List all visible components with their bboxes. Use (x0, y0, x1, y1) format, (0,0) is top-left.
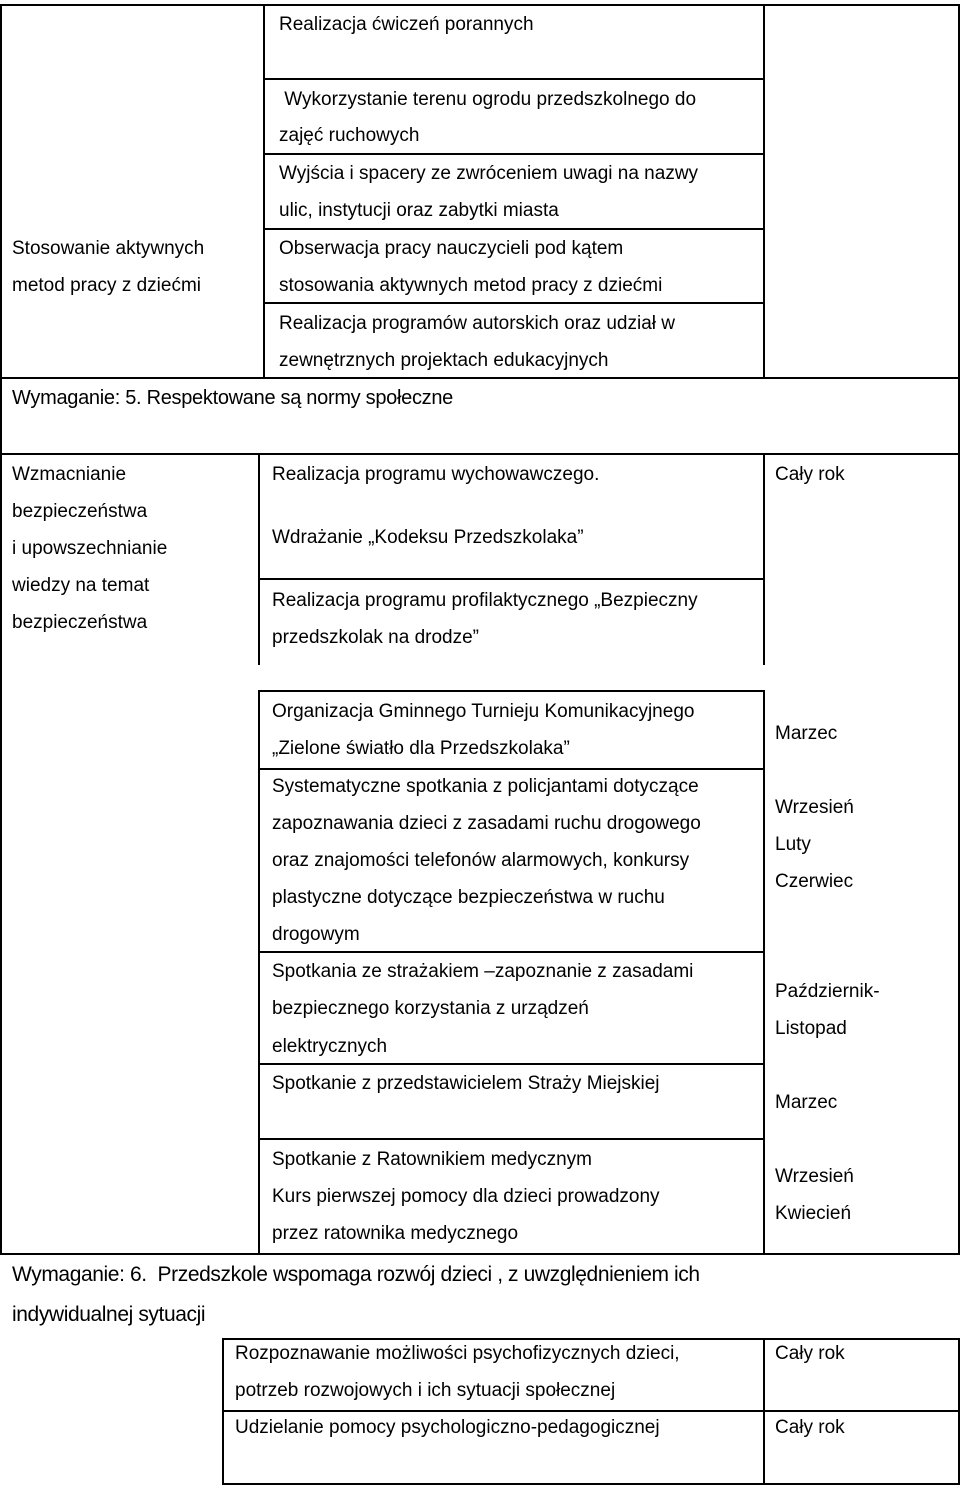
activity-line: Spotkania ze strażakiem –zapoznanie z zasadami (272, 961, 694, 982)
activity-line: oraz znajomości telefonów alarmowych, konkursy (272, 850, 690, 871)
activity-line: stosowania aktywnych metod pracy z dziećmi (279, 275, 663, 296)
activity-line: Realizacja programu wychowawczego. (272, 464, 600, 485)
category-label-line: Wzmacnianie (12, 464, 127, 485)
category-label-line: bezpieczeństwa (12, 501, 148, 522)
activity-line: Realizacja ćwiczeń porannych (279, 14, 534, 35)
activity-line: Wdrażanie „Kodeksu Przedszkolaka” (272, 527, 584, 548)
activity-line: przedszkolak na drodze” (272, 627, 479, 648)
activity-line: Organizacja Gminnego Turnieju Komunikacyjnego (272, 701, 695, 722)
activity-line: Spotkanie z przedstawicielem Straży Miejskiej (272, 1073, 660, 1094)
activity-line: zewnętrznych projektach edukacyjnych (279, 350, 609, 371)
activity-line: bezpiecznego korzystania z urządzeń (272, 998, 589, 1019)
requirement-heading-5: Wymaganie: 5. Respektowane są normy społeczne (12, 387, 453, 409)
activity-line: „Zielone światło dla Przedszkolaka” (272, 738, 570, 759)
activity-line: Wyjścia i spacery ze zwróceniem uwagi na nazwy (279, 163, 699, 184)
activity-line: Realizacja programów autorskich oraz udział w (279, 313, 676, 334)
category-label-line: bezpieczeństwa (12, 612, 148, 633)
category-label-line: Stosowanie aktywnych (12, 238, 205, 259)
requirement-heading-6-cont: indywidualnej sytuacji (12, 1303, 206, 1326)
activity-line: plastyczne dotyczące bezpieczeństwa w ruchu (272, 887, 665, 908)
activity-line: Wykorzystanie terenu ogrodu przedszkolnego do (279, 89, 697, 110)
category-label-line: metod pracy z dziećmi (12, 275, 202, 296)
activity-line: Rozpoznawanie możliwości psychofizycznych dzieci, (235, 1343, 680, 1364)
activity-line: Obserwacja pracy nauczycieli pod kątem (279, 238, 624, 259)
requirement-heading-6: Wymaganie: 6. Przedszkole wspomaga rozwój dzieci , z uwzględnieniem ich (12, 1263, 700, 1286)
term-label: Czerwiec (775, 871, 854, 892)
activity-line: potrzeb rozwojowych i ich sytuacji społecznej (235, 1380, 616, 1401)
activity-line: elektrycznych (272, 1036, 388, 1057)
term-label: Marzec (775, 723, 838, 744)
term-label: Cały rok (775, 464, 845, 485)
activity-line: zapoznawania dzieci z zasadami ruchu drogowego (272, 813, 701, 834)
term-label: Wrzesień (775, 797, 854, 818)
term-label: Luty (775, 834, 811, 855)
activity-line: przez ratownika medycznego (272, 1223, 519, 1244)
activity-line: ulic, instytucji oraz zabytki miasta (279, 200, 559, 221)
activity-line: Kurs pierwszej pomocy dla dzieci prowadzony (272, 1186, 660, 1207)
term-label: Wrzesień (775, 1166, 854, 1187)
term-label: Cały rok (775, 1417, 845, 1438)
term-label: Październik- (775, 981, 880, 1002)
activity-line: Udzielanie pomocy psychologiczno-pedagogicznej (235, 1417, 660, 1438)
activity-line: Realizacja programu profilaktycznego „Bezpieczny (272, 590, 698, 611)
term-label: Cały rok (775, 1343, 845, 1364)
activity-line: Spotkanie z Ratownikiem medycznym (272, 1149, 592, 1170)
activity-line: drogowym (272, 924, 360, 945)
term-label: Kwiecień (775, 1203, 852, 1224)
activity-line: zajęć ruchowych (279, 125, 420, 146)
term-label: Marzec (775, 1092, 838, 1113)
activity-line: Systematyczne spotkania z policjantami dotyczące (272, 776, 699, 797)
category-label-line: wiedzy na temat (12, 575, 150, 596)
term-label: Listopad (775, 1018, 847, 1039)
category-label-line: i upowszechnianie (12, 538, 168, 559)
